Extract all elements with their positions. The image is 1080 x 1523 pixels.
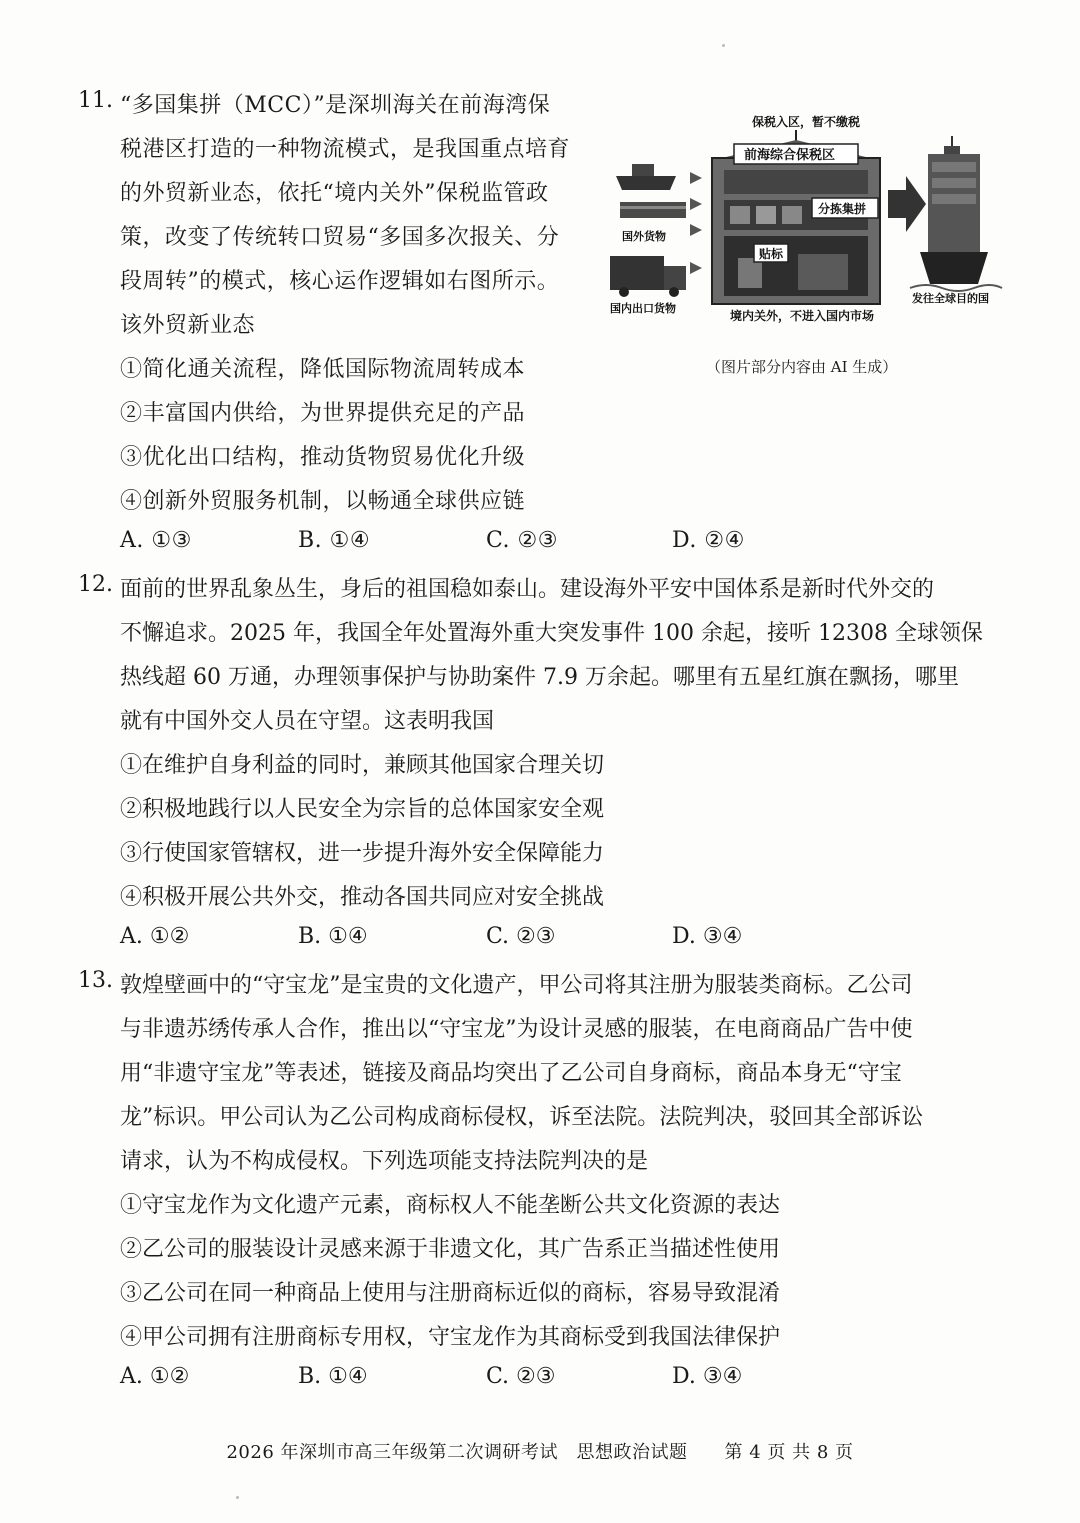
arrow-icon <box>690 262 702 274</box>
ship-icon <box>616 176 676 190</box>
destination-label: 发往全球目的国 <box>912 292 989 305</box>
statement: ①在维护自身利益的同时，兼顾其他国家合理关切 <box>120 753 605 778</box>
question-text-line: 面前的世界乱象丛生，身后的祖国稳如泰山。建设海外平安中国体系是新时代外交的 <box>120 577 935 602</box>
zone-name: 前海综合保税区 <box>744 148 836 163</box>
figure-caption: （图片部分内容由 AI 生成） <box>706 358 898 376</box>
question-text-line: 热线超 60 万通，办理领事保护与协助案件 7.9 万余起。哪里有五星红旗在飘扬，哪里 <box>120 665 959 690</box>
choice-a[interactable]: A. ①② <box>120 1364 190 1389</box>
choice-b[interactable]: B. ①④ <box>298 924 368 949</box>
question-text-line: 税港区打造的一种物流模式，是我国重点培育 <box>120 137 571 162</box>
statement: ③行使国家管辖权，进一步提升海外安全保障能力 <box>120 841 605 866</box>
question-text-line: 龙”标识。甲公司认为乙公司构成商标侵权，诉至法院。法院判决，驳回其全部诉讼 <box>120 1105 924 1130</box>
choice-a[interactable]: A. ①② <box>120 924 190 949</box>
question-text-line: 用“非遗守宝龙”等表述，链接及商品均突出了乙公司自身商标，商品本身无“守宝 <box>120 1061 902 1086</box>
container-row <box>932 162 976 172</box>
crate <box>756 206 776 224</box>
scan-speck <box>236 1496 239 1499</box>
question-text-line: 敦煌壁画中的“守宝龙”是宝贵的文化遗产，甲公司将其注册为服装类商标。乙公司 <box>120 973 913 998</box>
container-row <box>932 194 976 204</box>
statement: ②丰富国内供给，为世界提供充足的产品 <box>120 401 526 426</box>
tag-label: 贴标 <box>759 247 784 261</box>
question-text-line: 与非遗苏绣传承人合作，推出以“守宝龙”为设计灵感的服装，在电商商品广告中使 <box>120 1017 913 1042</box>
arrow-icon <box>690 224 702 236</box>
ship-bridge <box>944 146 960 154</box>
truck-wheel <box>669 287 679 297</box>
question-number: 13. <box>78 968 113 993</box>
choice-d[interactable]: D. ②④ <box>672 528 745 553</box>
foreign-goods-label: 国外货物 <box>622 230 666 243</box>
choice-c[interactable]: C. ②③ <box>486 528 558 553</box>
statement: ④创新外贸服务机制，以畅通全球供应链 <box>120 489 526 514</box>
truck-wheel <box>619 287 629 297</box>
choice-b[interactable]: B. ①④ <box>298 528 371 553</box>
question-text-line: 请求，认为不构成侵权。下列选项能支持法院判决的是 <box>120 1149 649 1174</box>
big-arrow-icon <box>888 176 926 232</box>
question-text-line: 策，改变了传统转口贸易“多国多次报关、分 <box>120 225 560 250</box>
question-text-line: 段周转”的模式，核心运作逻辑如右图所示。 <box>120 269 560 294</box>
page-footer: 2026 年深圳市高三年级第二次调研考试 思想政治试题 第 4 页 共 8 页 <box>226 1442 854 1463</box>
figure-bottom-label: 境内关外，不进入国内市场 <box>730 309 875 323</box>
statement: ③乙公司在同一种商品上使用与注册商标近似的商标，容易导致混淆 <box>120 1281 781 1306</box>
choice-c[interactable]: C. ②③ <box>486 924 556 949</box>
question-number: 12. <box>78 572 113 597</box>
question-text-line: 的外贸新业态，依托“境内关外”保税监管政 <box>120 181 549 206</box>
train-icon <box>620 202 686 218</box>
crate-stack <box>798 254 848 290</box>
figure-top-label: 保税入区，暂不缴税 <box>752 115 861 129</box>
container-row <box>932 178 976 188</box>
crate <box>730 206 750 224</box>
statement: ②积极地践行以人民安全为宗旨的总体国家安全观 <box>120 797 605 822</box>
crate <box>782 206 802 224</box>
sort-label: 分拣集拼 <box>818 202 867 216</box>
ship-hull <box>920 252 988 284</box>
domestic-goods-label: 国内出口货物 <box>610 302 676 315</box>
choice-a[interactable]: A. ①③ <box>120 528 192 553</box>
choice-b[interactable]: B. ①④ <box>298 1364 368 1389</box>
question-text-line: 不懈追求。2025 年，我国全年处置海外重大突发事件 100 余起，接听 12308 全球领保 <box>120 621 983 646</box>
mcc-logistics-figure <box>606 106 1004 338</box>
truck-cab <box>664 266 686 290</box>
scan-speck <box>722 44 725 47</box>
question-text-line: “多国集拼（MCC）”是深圳海关在前海湾保 <box>120 93 551 118</box>
question-number: 11. <box>78 88 113 113</box>
shelf <box>724 170 868 194</box>
statement: ④甲公司拥有注册商标专用权，守宝龙作为其商标受到我国法律保护 <box>120 1325 781 1350</box>
arrow-icon <box>690 172 702 184</box>
statement: ④积极开展公共外交，推动各国共同应对安全挑战 <box>120 885 605 910</box>
question-text-line: 就有中国外交人员在守望。这表明我国 <box>120 709 495 734</box>
train-stripe <box>620 206 686 209</box>
arrow-icon <box>690 198 702 210</box>
ship-cabin <box>632 164 654 176</box>
water-wave <box>910 285 1002 291</box>
statement: ③优化出口结构，推动货物贸易优化升级 <box>120 445 526 470</box>
question-text-line: 该外贸新业态 <box>120 313 256 338</box>
statement: ①守宝龙作为文化遗产元素，商标权人不能垄断公共文化资源的表达 <box>120 1193 781 1218</box>
choice-d[interactable]: D. ③④ <box>672 1364 743 1389</box>
statement: ②乙公司的服装设计灵感来源于非遗文化，其广告系正当描述性使用 <box>120 1237 781 1262</box>
choice-d[interactable]: D. ③④ <box>672 924 743 949</box>
choice-c[interactable]: C. ②③ <box>486 1364 556 1389</box>
truck-icon <box>610 256 664 290</box>
statement: ①简化通关流程，降低国际物流周转成本 <box>120 357 526 382</box>
